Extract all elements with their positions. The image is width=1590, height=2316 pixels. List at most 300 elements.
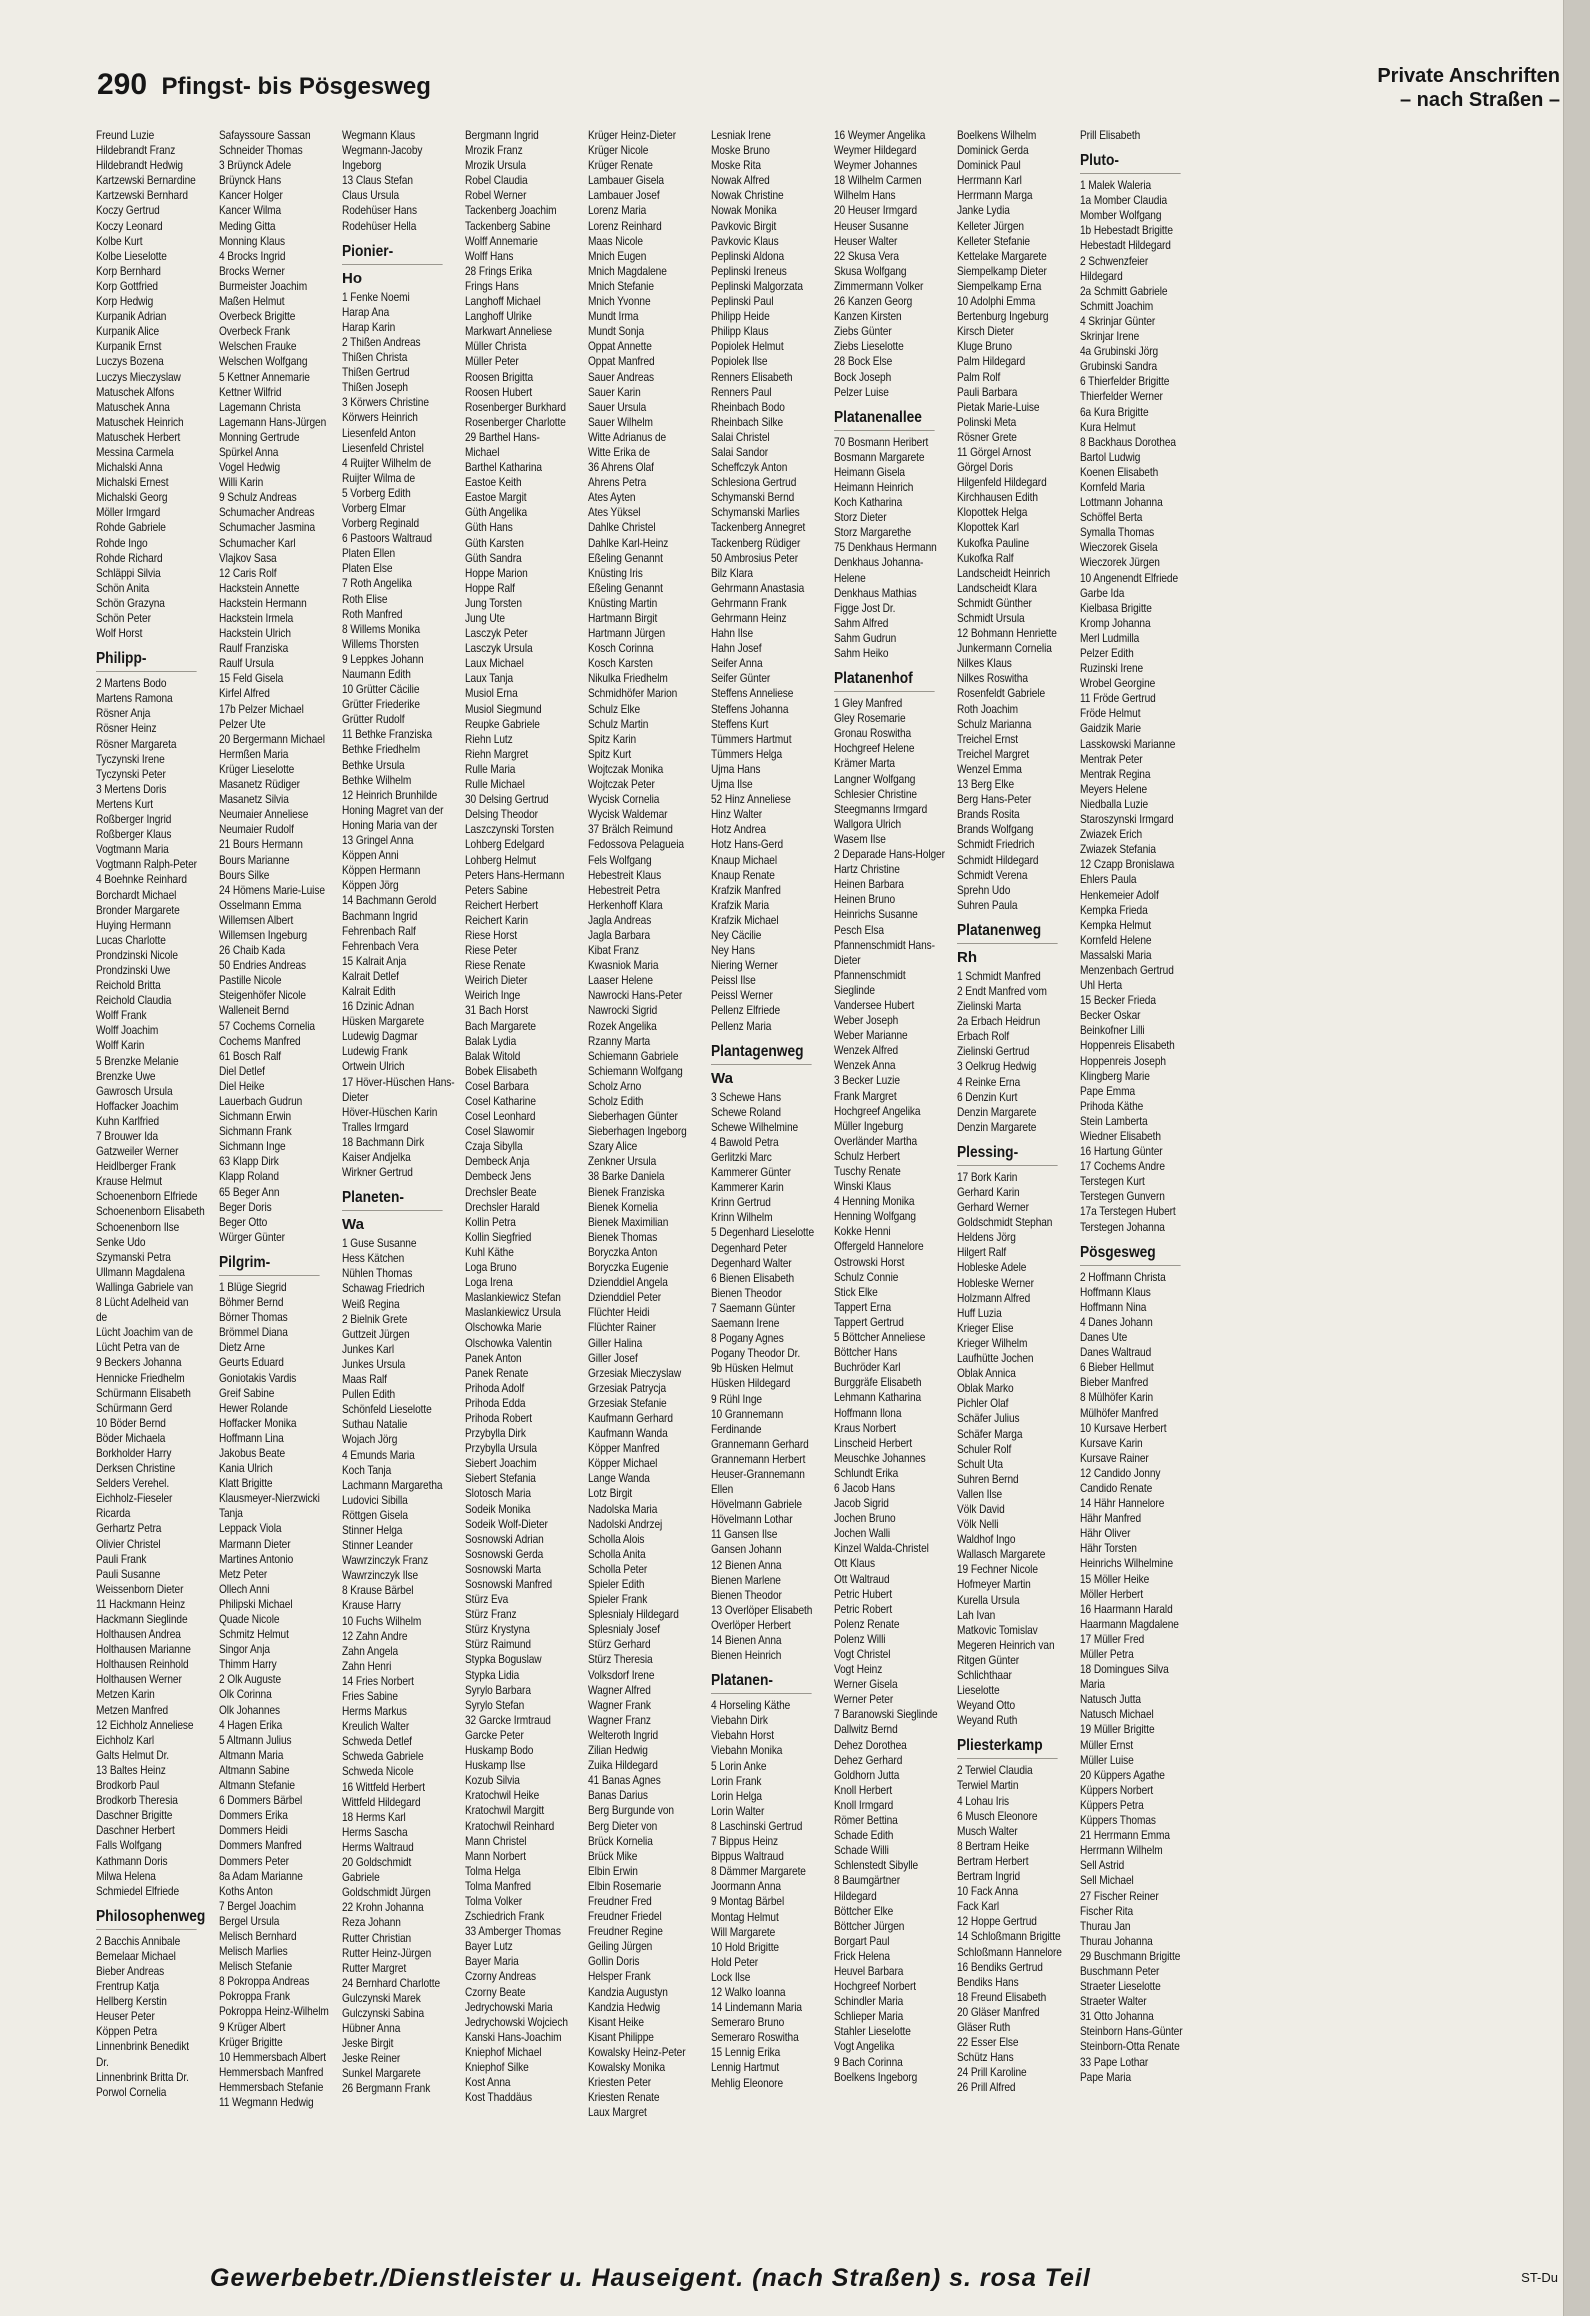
- resident-entry: Prill Elisabeth: [1080, 128, 1141, 142]
- resident-entry: Pellenz Elfriede: [711, 1003, 781, 1018]
- resident-entry: Borchardt Michael: [96, 887, 177, 902]
- resident-entry: Schumacher Jasmina: [219, 520, 316, 535]
- resident-entry: Sunkel Margarete: [342, 2066, 421, 2081]
- resident-entry: Schürmann Elisabeth: [96, 1385, 191, 1400]
- resident-entry: Kancer Holger: [219, 188, 283, 203]
- resident-entry: Greif Sabine: [219, 1385, 275, 1400]
- resident-entry: Holthausen Marianne: [96, 1642, 191, 1657]
- resident-entry: 17a Terstegen Hubert: [1080, 1204, 1176, 1219]
- resident-entry: Maas Nicole: [588, 233, 643, 248]
- resident-entry: Skusa Wolfgang: [834, 263, 907, 278]
- resident-entry: Nühlen Thomas: [342, 1266, 413, 1281]
- resident-entry: Bertenburg Ingeburg: [957, 309, 1049, 324]
- resident-entry: Flüchter Heidi: [588, 1305, 650, 1320]
- resident-entry: Bronder Margarete: [96, 902, 180, 917]
- resident-entry: 2a Erbach Heidrun: [957, 1014, 1041, 1029]
- resident-entry: Tackenberg Annegret: [711, 520, 806, 535]
- resident-entry: 14 Schloßmann Brigitte: [957, 1929, 1061, 1944]
- resident-entry: Diel Detlef: [219, 1063, 265, 1078]
- resident-entry: 12 Candido Jonny: [1080, 1465, 1161, 1480]
- resident-entry: Olk Corinna: [219, 1687, 272, 1702]
- resident-entry: Kniephof Silke: [465, 2060, 529, 2074]
- resident-entry: Pauli Susanne: [96, 1566, 161, 1581]
- resident-entry: Kosch Corinna: [588, 641, 654, 656]
- resident-entry: Steffens Johanna: [711, 701, 789, 716]
- resident-entry: Schmitt Joachim: [1080, 298, 1154, 313]
- resident-entry: Kollin Petra: [465, 1214, 516, 1229]
- resident-entry: Sichmann Erwin: [219, 1109, 292, 1124]
- resident-entry: Kowalsky Monika: [588, 2060, 666, 2074]
- resident-entry: Dominick Paul: [957, 158, 1021, 173]
- resident-entry: Stahler Lieselotte: [834, 2024, 911, 2039]
- resident-entry: Giller Halina: [588, 1335, 643, 1350]
- resident-entry: Pavkovic Birgit: [711, 218, 777, 233]
- resident-entry: Rulle Maria: [465, 761, 516, 776]
- resident-entry: Riehn Margret: [465, 746, 529, 761]
- resident-entry: Czaja Sibylla: [465, 1139, 523, 1154]
- resident-entry: Krafzik Michael: [711, 912, 779, 927]
- section-title: [1377, 64, 1560, 112]
- resident-entry: Jagla Andreas: [588, 912, 652, 927]
- resident-entry: Pellenz Maria: [711, 1018, 772, 1033]
- resident-entry: Wallgora Ulrich: [834, 816, 902, 831]
- resident-entry: Haarmann Magdalene: [1080, 1616, 1179, 1631]
- resident-entry: Prihoda Käthe: [1080, 1098, 1144, 1113]
- resident-entry: Roosen Hubert: [465, 384, 533, 399]
- resident-entry: 2 Bielnik Grete: [342, 1311, 408, 1326]
- resident-entry: Schade Willi: [834, 1843, 889, 1858]
- resident-entry: 12 Zahn Andre: [342, 1628, 408, 1643]
- resident-entry: Bock Joseph: [834, 369, 892, 384]
- resident-entry: Siebert Joachim: [465, 1456, 537, 1471]
- resident-entry: Dommers Manfred: [219, 1838, 302, 1853]
- resident-entry: Splesnialy Hildegard: [588, 1607, 679, 1622]
- resident-entry: Scholla Alois: [588, 1531, 645, 1546]
- resident-entry: Schmidt Friedrich: [957, 837, 1035, 852]
- resident-entry: Vogt Christel: [834, 1647, 891, 1661]
- resident-entry: Cosel Slawomir: [465, 1124, 535, 1139]
- resident-entry: Grzesiak Stefanie: [588, 1395, 667, 1410]
- street-heading: Platanenweg: [957, 921, 1058, 944]
- resident-entry: Grannemann Gerhard: [711, 1436, 809, 1451]
- resident-entry: Gulczynski Marek: [342, 1990, 421, 2005]
- resident-entry: Nadolska Maria: [588, 1501, 658, 1516]
- resident-entry: Tolma Volker: [465, 1893, 523, 1908]
- resident-entry: Hähr Manfred: [1080, 1511, 1142, 1526]
- resident-entry: 30 Delsing Gertrud: [465, 792, 549, 807]
- resident-entry: 8a Adam Marianne: [219, 1868, 303, 1883]
- resident-entry: Riese Renate: [465, 958, 526, 973]
- resident-entry: Garcke Peter: [465, 1727, 524, 1742]
- resident-entry: Görgel Doris: [957, 460, 1013, 475]
- resident-entry: 26 Chaib Kada: [219, 943, 286, 958]
- resident-entry: 9 Leppkes Johann: [342, 651, 424, 666]
- resident-entry: 6 Bieber Hellmut: [1080, 1360, 1154, 1375]
- resident-entry: Pape Emma: [1080, 1083, 1136, 1098]
- street-heading: Philosophenweg: [96, 1907, 197, 1930]
- resident-entry: Lorin Frank: [711, 1773, 762, 1788]
- resident-entry: Wirkner Gertrud: [342, 1165, 413, 1180]
- resident-entry: Daschner Brigitte: [96, 1808, 173, 1823]
- resident-entry: Fries Sabine: [342, 1689, 398, 1703]
- resident-entry: Thierfelder Werner: [1080, 389, 1163, 404]
- resident-entry: Brenzke Uwe: [96, 1068, 156, 1083]
- resident-entry: Grannemann Herbert: [711, 1451, 806, 1466]
- resident-entry: Mülhöfer Manfred: [1080, 1405, 1159, 1420]
- directory-columns: [96, 128, 1556, 2238]
- resident-entry: 10 Fack Anna: [957, 1884, 1019, 1899]
- resident-entry: Hildegard: [834, 1888, 877, 1903]
- resident-entry: Pelzer Ute: [219, 716, 266, 731]
- resident-entry: Wieczorek Gisela: [1080, 540, 1158, 555]
- resident-entry: Ziebs Günter: [834, 324, 892, 339]
- resident-entry: Viebahn Dirk: [711, 1713, 768, 1728]
- resident-entry: Pelzer Edith: [1080, 646, 1134, 660]
- resident-entry: Sell Astrid: [1080, 1858, 1125, 1873]
- resident-entry: Wojtczak Monika: [588, 761, 664, 776]
- resident-entry: Roosen Brigitta: [465, 369, 534, 384]
- resident-entry: Wegmann-Jacoby: [342, 143, 423, 158]
- resident-entry: Wagner Franz: [588, 1712, 651, 1727]
- resident-entry: Heuser Walter: [834, 233, 898, 248]
- resident-entry: Neumaier Rudolf: [219, 822, 294, 837]
- resident-entry: Riese Horst: [465, 927, 518, 942]
- resident-entry: Hildebrandt Franz: [96, 143, 176, 158]
- resident-entry: Denzin Margarete: [957, 1104, 1037, 1119]
- resident-entry: Petric Robert: [834, 1601, 893, 1616]
- resident-entry: Wiedner Elisabeth: [1080, 1129, 1161, 1143]
- resident-entry: Tappert Erna: [834, 1299, 892, 1314]
- resident-entry: Freudner Friedel: [588, 1909, 662, 1924]
- resident-entry: Degenhard Walter: [711, 1255, 792, 1270]
- resident-entry: Bayer Maria: [465, 1954, 519, 1969]
- resident-entry: Lottmann Johanna: [1080, 495, 1163, 510]
- resident-entry: Kandzia Augustyn: [588, 1984, 668, 1999]
- resident-entry: Matuschek Alfons: [96, 384, 175, 399]
- resident-entry: 10 Adolphi Emma: [957, 294, 1036, 309]
- resident-entry: Mehlig Eleonore: [711, 2075, 784, 2090]
- resident-entry: Frings Hans: [465, 278, 519, 293]
- resident-entry: Bippus Waltraud: [711, 1849, 784, 1864]
- resident-entry: Waldhof Ingo: [957, 1532, 1016, 1547]
- resident-entry: Stürz Gerhard: [588, 1637, 651, 1652]
- resident-entry: Sosnowski Gerda: [465, 1546, 544, 1561]
- resident-entry: 16 Hartung Günter: [1080, 1144, 1163, 1159]
- resident-entry: Dommers Erika: [219, 1808, 288, 1823]
- resident-entry: Bieber Andreas: [96, 1963, 165, 1978]
- resident-entry: Dehez Dorothea: [834, 1737, 907, 1752]
- resident-entry: 70 Bosmann Heribert: [834, 434, 929, 449]
- resident-entry: Klapp Roland: [219, 1169, 279, 1184]
- resident-entry: Viebahn Monika: [711, 1743, 783, 1758]
- resident-entry: Kirfel Alfred: [219, 686, 270, 701]
- resident-entry: Hüsken Margarete: [342, 1014, 425, 1029]
- resident-entry: Mundt Irma: [588, 309, 639, 324]
- resident-entry: Böttcher Hans: [834, 1345, 898, 1360]
- resident-entry: Metzen Manfred: [96, 1702, 169, 1717]
- resident-entry: Dembeck Jens: [465, 1169, 532, 1184]
- resident-entry: 4 Horseling Käthe: [711, 1698, 791, 1713]
- resident-entry: Treichel Ernst: [957, 731, 1019, 746]
- resident-entry: Rutter Heinz-Jürgen: [342, 1945, 432, 1960]
- resident-entry: Krieger Wilhelm: [957, 1335, 1028, 1350]
- resident-entry: Laux Tanja: [465, 671, 514, 686]
- resident-entry: Lambauer Gisela: [588, 173, 664, 188]
- resident-entry: Weymer Johannes: [834, 158, 918, 173]
- resident-entry: Pesch Elsa: [834, 922, 884, 937]
- resident-entry: Philipp Heide: [711, 309, 770, 324]
- resident-entry: Kanzen Kirsten: [834, 309, 902, 324]
- resident-entry: Herms Waltraud: [342, 1839, 414, 1854]
- resident-entry: Danes Waltraud: [1080, 1345, 1152, 1360]
- resident-entry: Lücht Petra van de: [96, 1340, 180, 1355]
- resident-entry: Kraus Norbert: [834, 1420, 897, 1435]
- resident-entry: Schmitz Helmut: [219, 1627, 289, 1642]
- resident-entry: 8 Laschinski Gertrud: [711, 1818, 803, 1833]
- resident-entry: Stürz Theresia: [588, 1652, 653, 1667]
- resident-entry: Holthausen Andrea: [96, 1627, 181, 1642]
- resident-entry: 10 Grütter Cäcilie: [342, 682, 420, 697]
- resident-entry: 18 Herms Karl: [342, 1809, 406, 1824]
- resident-entry: Laaser Helene: [588, 973, 653, 988]
- district-code: Rh: [957, 948, 977, 966]
- column-9: [1080, 128, 1197, 2238]
- resident-entry: Beger Doris: [219, 1199, 272, 1214]
- resident-entry: Popiolek Helmut: [711, 339, 784, 354]
- resident-entry: Ney Cäcilie: [711, 927, 762, 942]
- resident-entry: Landscheidt Klara: [957, 580, 1037, 595]
- resident-entry: Kura Helmut: [1080, 419, 1136, 434]
- resident-entry: Reichert Herbert: [465, 897, 539, 912]
- resident-entry: Overbeck Brigitte: [219, 309, 296, 324]
- resident-entry: Sosnowski Marta: [465, 1561, 541, 1576]
- resident-entry: Hoffmann Lina: [219, 1430, 284, 1445]
- resident-entry: Schiemann Wolfgang: [588, 1063, 683, 1078]
- resident-entry: Krämer Marta: [834, 756, 895, 771]
- resident-entry: 10 Fuchs Wilhelm: [342, 1613, 422, 1628]
- resident-entry: Herms Markus: [342, 1704, 407, 1719]
- resident-entry: Offergeld Hannelore: [834, 1239, 924, 1254]
- resident-entry: Giller Josef: [588, 1350, 638, 1365]
- resident-entry: Langhoff Michael: [465, 294, 541, 309]
- resident-entry: Knoll Irmgard: [834, 1797, 894, 1812]
- resident-entry: Cosel Leonhard: [465, 1109, 536, 1124]
- resident-entry: de: [96, 1310, 108, 1325]
- resident-entry: Ahrens Petra: [588, 475, 647, 490]
- district-code: Wa: [711, 1069, 733, 1087]
- resident-entry: Cochems Manfred: [219, 1033, 301, 1048]
- resident-entry: Bienen Theodor: [711, 1285, 782, 1300]
- resident-entry: Welteroth Ingrid: [588, 1727, 659, 1742]
- resident-entry: Hoffacker Monika: [219, 1415, 297, 1430]
- resident-entry: 1 Guse Susanne: [342, 1236, 417, 1251]
- resident-entry: 9 Beckers Johanna: [96, 1355, 182, 1370]
- resident-entry: 6 Dommers Bärbel: [219, 1793, 303, 1808]
- resident-entry: Hold Peter: [711, 1954, 759, 1969]
- resident-entry: Altmann Stefanie: [219, 1778, 295, 1793]
- resident-entry: Zielinski Marta: [957, 999, 1022, 1014]
- resident-entry: Michalski Anna: [96, 460, 163, 475]
- resident-entry: Bosmann Margarete: [834, 449, 925, 464]
- resident-entry: Goldschmidt Stephan: [957, 1215, 1053, 1230]
- resident-entry: Schulz Martin: [588, 716, 649, 731]
- resident-entry: Borkholder Harry: [96, 1445, 172, 1460]
- resident-entry: Candido Renate: [1080, 1480, 1153, 1495]
- resident-entry: Schlenstedt Sibylle: [834, 1858, 919, 1873]
- resident-entry: 11 Görgel Arnost: [957, 444, 1032, 459]
- resident-entry: Kempka Helmut: [1080, 917, 1152, 932]
- resident-entry: Viebahn Horst: [711, 1728, 774, 1743]
- resident-entry: Hobleske Werner: [957, 1275, 1034, 1290]
- resident-entry: Römer Bettina: [834, 1813, 898, 1828]
- resident-entry: Ujma Hans: [711, 761, 761, 776]
- resident-entry: Nowak Monika: [711, 203, 777, 218]
- resident-entry: Reupke Gabriele: [465, 716, 540, 731]
- resident-entry: 7 Brouwer Ida: [96, 1129, 159, 1143]
- resident-entry: Peplinski Malgorzata: [711, 278, 803, 293]
- resident-entry: Weiß Regina: [342, 1296, 400, 1311]
- resident-entry: Banas Darius: [588, 1788, 648, 1803]
- resident-entry: Przybylla Dirk: [465, 1426, 526, 1441]
- resident-entry: 4 Ruijter Wilhelm de: [342, 455, 432, 470]
- resident-entry: Kathmann Doris: [96, 1853, 168, 1868]
- resident-entry: 20 Gläser Manfred: [957, 2004, 1040, 2019]
- resident-entry: Sichmann Frank: [219, 1124, 292, 1139]
- resident-entry: 12 Walko Ioanna: [711, 1984, 786, 1999]
- resident-entry: Straeter Lieselotte: [1080, 1979, 1161, 1994]
- resident-entry: Bayer Lutz: [465, 1939, 513, 1954]
- column-1: [96, 128, 213, 2238]
- resident-entry: Zilian Hedwig: [588, 1743, 648, 1758]
- resident-entry: Ney Hans: [711, 943, 755, 958]
- resident-entry: 10 Hemmersbach Albert: [219, 2049, 327, 2064]
- resident-entry: Musch Walter: [957, 1823, 1018, 1838]
- resident-entry: Schade Edith: [834, 1828, 894, 1843]
- resident-entry: Singor Anja: [219, 1642, 270, 1657]
- resident-entry: Kluge Bruno: [957, 339, 1012, 354]
- resident-entry: Laux Michael: [465, 656, 524, 671]
- resident-entry: Tolma Helga: [465, 1863, 521, 1878]
- resident-entry: Matuschek Heinrich: [96, 414, 184, 429]
- column-4: [465, 128, 582, 2238]
- footer-note: Gewerbebetr./Dienstleister u. Hauseigent. (nach Straßen) s. rosa Teil: [210, 2264, 1091, 2292]
- column-8: [957, 128, 1074, 2238]
- resident-entry: 2 Bacchis Annibale: [96, 1933, 181, 1948]
- resident-entry: 2 Endt Manfred vom: [957, 983, 1047, 998]
- resident-entry: Balak Lydia: [465, 1033, 517, 1048]
- resident-entry: Weber Marianne: [834, 1028, 908, 1043]
- resident-entry: Heinrichs Susanne: [834, 907, 918, 922]
- resident-entry: Burmeister Joachim: [219, 278, 308, 293]
- resident-entry: Kolbe Kurt: [96, 233, 143, 248]
- street-heading: Plantagenweg: [711, 1042, 812, 1065]
- resident-entry: Ruijter Wilma de: [342, 470, 416, 485]
- resident-entry: Kammerer Günter: [711, 1165, 791, 1180]
- resident-entry: Delsing Theodor: [465, 807, 538, 822]
- resident-entry: Willemsen Albert: [219, 912, 294, 927]
- resident-entry: Vorberg Reginald: [342, 516, 420, 531]
- resident-entry: Moske Rita: [711, 158, 761, 173]
- resident-entry: Gawrosch Ursula: [96, 1083, 173, 1098]
- resident-entry: Gerhard Werner: [957, 1200, 1029, 1215]
- resident-entry: Ostrowski Horst: [834, 1254, 905, 1269]
- resident-entry: 15 Möller Heike: [1080, 1571, 1150, 1586]
- resident-entry: Müller Christa: [465, 339, 527, 354]
- resident-entry: Eßeling Genannt: [588, 550, 663, 565]
- resident-entry: Lotz Birgit: [588, 1486, 633, 1501]
- resident-entry: Meding Gitta: [219, 218, 276, 233]
- resident-entry: Brömmel Diana: [219, 1325, 288, 1340]
- resident-entry: Meuschke Johannes: [834, 1450, 926, 1465]
- resident-entry: Ingeborg: [342, 158, 382, 173]
- resident-entry: 26 Kanzen Georg: [834, 294, 913, 309]
- resident-entry: Lange Wanda: [588, 1471, 650, 1486]
- resident-entry: Gläser Ruth: [957, 2019, 1011, 2034]
- resident-entry: 10 Hold Brigitte: [711, 1939, 779, 1954]
- resident-entry: 3 Schewe Hans: [711, 1089, 781, 1104]
- resident-entry: Kartzewski Bernardine: [96, 173, 196, 188]
- resident-entry: Sahm Gudrun: [834, 630, 897, 645]
- district-code: Wa: [342, 1216, 364, 1234]
- resident-entry: Dembeck Anja: [465, 1154, 530, 1169]
- resident-entry: Vandersee Hubert: [834, 997, 915, 1012]
- resident-entry: Philipski Michael: [219, 1596, 293, 1611]
- resident-entry: 17 Müller Fred: [1080, 1631, 1145, 1646]
- resident-entry: Holthausen Reinhold: [96, 1657, 189, 1672]
- resident-entry: Wenzek Alfred: [834, 1043, 899, 1058]
- resident-entry: Lasczyk Ursula: [465, 641, 533, 656]
- resident-entry: Schütz Hans: [957, 2050, 1014, 2065]
- resident-entry: Fehrenbach Vera: [342, 938, 419, 953]
- resident-entry: Pauli Barbara: [957, 384, 1018, 399]
- resident-entry: Sosnowski Manfred: [465, 1577, 553, 1591]
- resident-entry: Hess Kätchen: [342, 1251, 405, 1266]
- resident-entry: Stürz Eva: [465, 1592, 509, 1607]
- resident-entry: Hellberg Kerstin: [96, 1994, 167, 2009]
- resident-entry: Weymer Hildegard: [834, 143, 917, 158]
- resident-entry: Schlesier Christine: [834, 786, 917, 801]
- resident-entry: 6 Jacob Hans: [834, 1480, 896, 1495]
- resident-entry: Mentrak Regina: [1080, 766, 1151, 781]
- resident-entry: Pfannenschmidt: [834, 967, 906, 982]
- resident-entry: Ruzinski Irene: [1080, 661, 1144, 676]
- resident-entry: Köpper Manfred: [588, 1441, 660, 1456]
- resident-entry: Zuika Hildegard: [588, 1758, 658, 1773]
- resident-entry: Steffens Anneliese: [711, 686, 794, 701]
- resident-entry: Lücht Joachim van de: [96, 1325, 193, 1340]
- resident-entry: Altmann Sabine: [219, 1762, 290, 1777]
- resident-entry: Bertram Ingrid: [957, 1869, 1021, 1884]
- resident-entry: Overbeck Frank: [219, 324, 290, 339]
- resident-entry: Peplinski Paul: [711, 294, 774, 309]
- resident-entry: Grzesiak Patrycja: [588, 1380, 667, 1395]
- resident-entry: Goniotakis Vardis: [219, 1370, 297, 1385]
- resident-entry: Freudner Fred: [588, 1893, 652, 1908]
- resident-entry: 15 Kalrait Anja: [342, 953, 407, 968]
- resident-entry: Kalrait Edith: [342, 983, 396, 998]
- resident-entry: Brocks Werner: [219, 263, 285, 278]
- resident-entry: Thurau Johanna: [1080, 1933, 1153, 1948]
- resident-entry: Overländer Martha: [834, 1133, 918, 1148]
- column-6: [711, 128, 828, 2238]
- resident-entry: Linnenbrink Benedikt: [96, 2039, 190, 2054]
- resident-entry: Lasczyk Peter: [465, 626, 528, 641]
- resident-entry: Rösner Grete: [957, 429, 1017, 444]
- resident-entry: Hochgreef Angelika: [834, 1103, 921, 1118]
- resident-entry: Pokroppa Heinz-Wilhelm: [219, 2004, 329, 2019]
- resident-entry: Rheinbach Silke: [711, 414, 784, 429]
- resident-entry: Pietak Marie-Luise: [957, 399, 1040, 414]
